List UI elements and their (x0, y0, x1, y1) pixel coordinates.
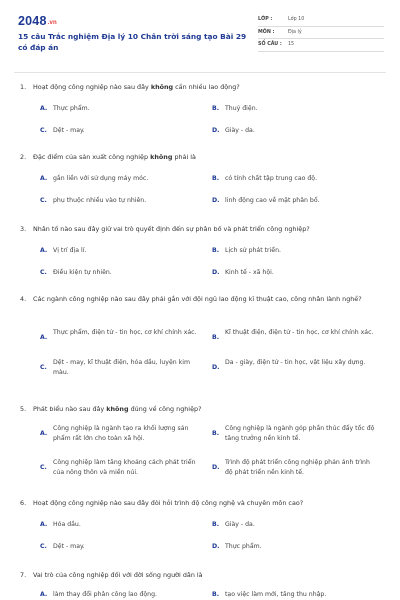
option-text: Thực phẩm. (53, 105, 90, 112)
meta-label: MÔN : (258, 29, 275, 35)
option-text: Điều kiện tự nhiên. (53, 269, 112, 276)
question-text-before: Các ngành công nghiệp nào sau đây phải gắn với đội ngũ lao động kĩ thuật cao, công nhân lành nghề? (33, 295, 362, 303)
option-letter: A. (40, 430, 48, 437)
question-text-before: Hoạt động công nghiệp nào sau đây đòi hỏi trình độ công nghệ và chuyên môn cao? (33, 499, 304, 507)
option-letter: D. (212, 197, 220, 204)
question-number: 2. (20, 153, 27, 161)
option-letter: A. (40, 334, 48, 341)
option-text: Thực phẩm. (225, 543, 262, 550)
option-text: Da - giày, điện tử - tin học, vật liệu xây dựng. (225, 359, 366, 366)
question-text-after: cần nhiều lao động? (173, 83, 240, 91)
option-letter: D. (212, 543, 220, 550)
option-text: Hóa dầu. (53, 521, 81, 528)
page-header (18, 14, 384, 66)
option-text: tạo việc làm mới, tăng thu nhập. (225, 591, 327, 598)
option-letter: B. (212, 521, 220, 528)
question-text-after: đúng về công nghiệp? (128, 405, 202, 413)
option-letter: C. (40, 269, 47, 276)
header-divider (14, 72, 386, 73)
logo-main: 2048 (18, 14, 47, 28)
question-body (33, 294, 378, 304)
option-text: Kĩ thuật điện, điện tử - tin học, cơ khí chính xác. (225, 329, 374, 336)
option-text: phụ thuộc nhiều vào tự nhiên. (53, 197, 147, 204)
meta-label: SỐ CÂU : (258, 42, 282, 48)
option-letter: C. (40, 197, 47, 204)
meta-value: Địa lý (288, 29, 302, 35)
question-body (33, 570, 378, 580)
question-number: 7. (20, 571, 27, 579)
option-text: Công nghiệp làm tăng khoảng cách phát triển của nông thôn và miền núi. (53, 459, 196, 476)
option-letter: C. (40, 464, 47, 471)
option-letter: D. (212, 269, 220, 276)
option-letter: B. (212, 175, 220, 182)
option-letter: D. (212, 464, 220, 471)
option-letter: B. (212, 105, 220, 112)
question-text-after: phải là (172, 153, 196, 161)
meta-row-count (258, 39, 384, 52)
option-text: Kinh tế - xã hội. (225, 269, 274, 276)
question-text-before: Nhân tố nào sau đây giữ vai trò quyết định đến sự phân bố và phát triển công nghiệp? (33, 225, 310, 233)
question-number: 1. (20, 83, 27, 91)
question-text-before: Phát biểu nào sau đây (33, 405, 107, 413)
option-text: Lịch sử phát triển. (225, 247, 281, 254)
document-title: 15 câu Trắc nghiệm Địa lý 10 Chân trời sáng tạo Bài 29 có đáp án (18, 32, 247, 52)
meta-table (258, 14, 384, 52)
question-body (33, 224, 378, 234)
meta-label: LỚP : (258, 17, 273, 23)
option-letter: B. (212, 591, 220, 598)
option-text: Vị trí địa lí. (53, 247, 87, 254)
logo-suffix: .vn (47, 20, 57, 26)
option-text: có tính chất tập trung cao độ. (225, 175, 318, 182)
option-text: Trình độ phát triển công nghiệp phản ánh trình độ phát triển nền kinh tế. (225, 459, 370, 476)
option-letter: D. (212, 127, 220, 134)
option-text: Dệt - may. (53, 127, 85, 134)
question-number: 4. (20, 295, 27, 303)
option-letter: A. (40, 105, 48, 112)
question-text-before: Vai trò của công nghiệp đối với đời sống người dân là (33, 571, 203, 579)
option-letter: C. (40, 543, 47, 550)
question-number: 6. (20, 499, 27, 507)
option-letter: B. (212, 334, 220, 341)
option-letter: A. (40, 521, 48, 528)
option-text: Giày - da. (225, 127, 255, 134)
option-text: Giày - da. (225, 521, 255, 528)
question-emphasis: không (150, 153, 173, 161)
option-text: Thực phẩm, điện tử - tin học, cơ khí chính xác. (53, 329, 197, 336)
meta-value: 15 (288, 42, 295, 48)
option-letter: D. (212, 364, 220, 371)
question-body (33, 498, 378, 508)
meta-row-class (258, 14, 384, 27)
question-body (33, 82, 378, 92)
question-emphasis: không (150, 83, 174, 91)
option-text: Dệt - may, kĩ thuật điện, hóa dầu, luyện kim màu. (53, 359, 190, 376)
option-text: Công nghiệp là ngành tạo ra khối lượng sản phẩm rất lớn cho toàn xã hội. (53, 425, 189, 442)
question-text-before: Đặc điểm của sản xuất công nghiệp (33, 153, 151, 161)
option-letter: C. (40, 127, 47, 134)
option-text: Công nghiệp là ngành góp phần thúc đẩy tốc độ tăng trưởng nền kinh tế. (225, 425, 375, 442)
question-number: 5. (20, 405, 27, 413)
question-emphasis: không (106, 405, 129, 413)
question-number: 3. (20, 225, 27, 233)
question-text-before: Hoạt động công nghiệp nào sau đây (33, 83, 151, 91)
option-letter: A. (40, 247, 48, 254)
meta-value: Lớp 10 (288, 17, 305, 23)
meta-row-subject (258, 27, 384, 40)
option-text: Dệt - may. (53, 543, 85, 550)
option-letter: A. (40, 175, 48, 182)
option-letter: B. (212, 430, 220, 437)
question-body (33, 404, 378, 414)
option-text: làm thay đổi phân công lao động. (53, 591, 157, 598)
option-letter: B. (212, 247, 220, 254)
site-logo[interactable] (18, 14, 57, 28)
option-letter: C. (40, 364, 47, 371)
option-text: linh động cao về mặt phân bố. (225, 197, 320, 204)
question-body (33, 152, 378, 162)
option-text: Thuỷ điện. (225, 105, 258, 112)
option-text: gắn liền với sử dụng máy móc. (53, 175, 149, 182)
option-letter: A. (40, 591, 48, 598)
